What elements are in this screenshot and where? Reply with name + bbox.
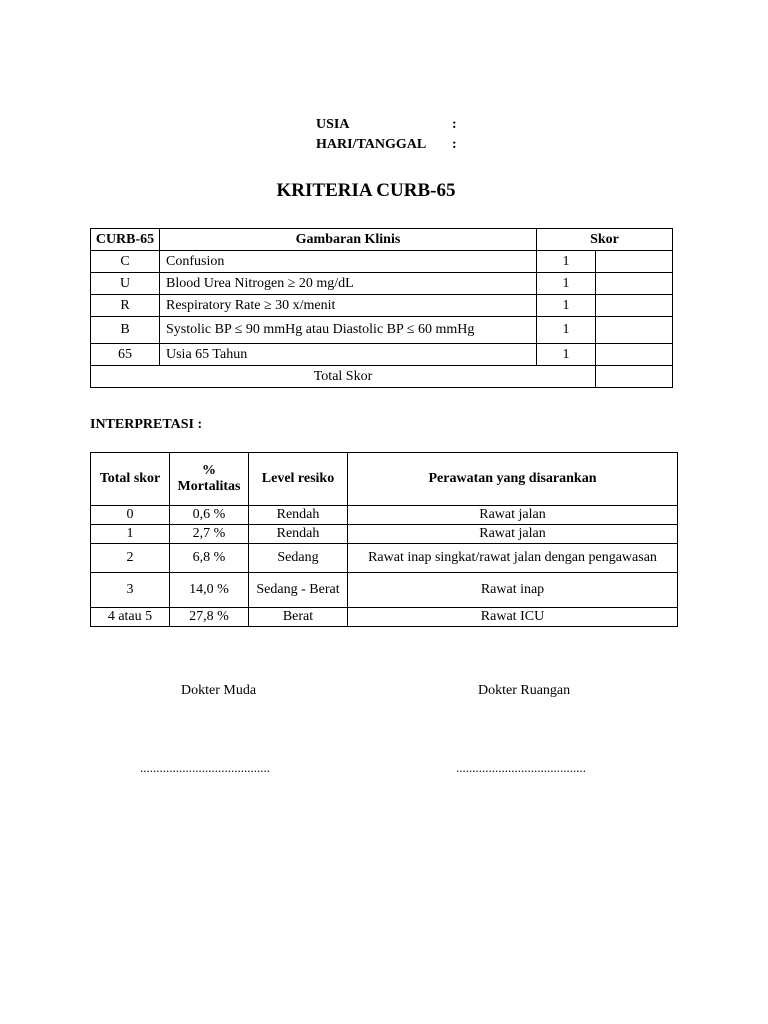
level-cell: Sedang xyxy=(249,544,348,573)
tanggal-label: HARI/TANGGAL xyxy=(316,137,427,152)
level-cell: Sedang - Berat xyxy=(249,573,348,608)
dokter-ruangan-label: Dokter Ruangan xyxy=(478,683,571,698)
table-row xyxy=(91,608,678,627)
skor-cell: 4 atau 5 xyxy=(91,608,170,627)
dokter-muda-signature-line[interactable]: ........................................ xyxy=(140,760,270,775)
interpretation-table xyxy=(90,452,678,627)
perawatan-cell: Rawat inap xyxy=(348,573,678,608)
mortalitas-cell: 2,7 % xyxy=(170,525,249,544)
interpretasi-heading: INTERPRETASI : xyxy=(90,417,203,432)
skor-cell: 1 xyxy=(91,525,170,544)
level-cell: Berat xyxy=(249,608,348,627)
header-curb65: CURB-65 xyxy=(91,229,160,251)
criterion-score: 1 xyxy=(537,344,596,366)
criterion-description: Respiratory Rate ≥ 30 x/menit xyxy=(160,295,537,317)
header-perawatan: Perawatan yang disarankan xyxy=(348,453,678,506)
score-entry-cell[interactable] xyxy=(596,295,673,317)
criterion-score: 1 xyxy=(537,295,596,317)
criterion-score: 1 xyxy=(537,273,596,295)
document-title: KRITERIA CURB-65 xyxy=(276,180,456,201)
table-row xyxy=(91,525,678,544)
total-skor-entry-cell[interactable] xyxy=(596,366,673,388)
header-total-skor: Total skor xyxy=(91,453,170,506)
header-skor: Skor xyxy=(537,229,673,251)
skor-cell: 2 xyxy=(91,544,170,573)
table-row xyxy=(91,344,673,366)
criterion-code: R xyxy=(91,295,160,317)
perawatan-cell: Rawat ICU xyxy=(348,608,678,627)
level-cell: Rendah xyxy=(249,506,348,525)
header-mortalitas: % Mortalitas xyxy=(170,453,249,506)
criterion-score: 1 xyxy=(537,251,596,273)
perawatan-cell: Rawat jalan xyxy=(348,506,678,525)
total-skor-label: Total Skor xyxy=(91,366,596,388)
curb65-table xyxy=(90,228,673,388)
table-row xyxy=(91,573,678,608)
tanggal-colon: : xyxy=(452,137,457,152)
table-row xyxy=(91,273,673,295)
criterion-code: 65 xyxy=(91,344,160,366)
mortalitas-cell: 6,8 % xyxy=(170,544,249,573)
usia-label: USIA xyxy=(316,117,350,132)
score-entry-cell[interactable] xyxy=(596,317,673,344)
table-row xyxy=(91,506,678,525)
dokter-muda-label: Dokter Muda xyxy=(181,683,257,698)
perawatan-cell: Rawat jalan xyxy=(348,525,678,544)
criterion-score: 1 xyxy=(537,317,596,344)
criterion-description: Systolic BP ≤ 90 mmHg atau Diastolic BP ≤ 60 mmHg xyxy=(160,317,537,344)
header-level-resiko: Level resiko xyxy=(249,453,348,506)
skor-cell: 0 xyxy=(91,506,170,525)
criterion-code: B xyxy=(91,317,160,344)
patient-header xyxy=(316,115,457,155)
skor-cell: 3 xyxy=(91,573,170,608)
header-gambaran-klinis: Gambaran Klinis xyxy=(160,229,537,251)
table-row xyxy=(91,544,678,573)
criterion-description: Confusion xyxy=(160,251,537,273)
curb65-header-row xyxy=(91,229,673,251)
level-cell: Rendah xyxy=(249,525,348,544)
total-row xyxy=(91,366,673,388)
usia-colon: : xyxy=(452,117,457,132)
table-row xyxy=(91,317,673,344)
usia-row xyxy=(316,115,457,135)
table-row xyxy=(91,295,673,317)
criterion-code: C xyxy=(91,251,160,273)
score-entry-cell[interactable] xyxy=(596,251,673,273)
criterion-description: Blood Urea Nitrogen ≥ 20 mg/dL xyxy=(160,273,537,295)
mortalitas-cell: 0,6 % xyxy=(170,506,249,525)
interpretation-header-row xyxy=(91,453,678,506)
score-entry-cell[interactable] xyxy=(596,273,673,295)
criterion-code: U xyxy=(91,273,160,295)
mortalitas-cell: 14,0 % xyxy=(170,573,249,608)
mortalitas-cell: 27,8 % xyxy=(170,608,249,627)
tanggal-row xyxy=(316,135,457,155)
table-row xyxy=(91,251,673,273)
dokter-ruangan-signature-line[interactable]: ........................................ xyxy=(456,760,586,775)
criterion-description: Usia 65 Tahun xyxy=(160,344,537,366)
perawatan-cell: Rawat inap singkat/rawat jalan dengan pengawasan xyxy=(348,544,678,573)
score-entry-cell[interactable] xyxy=(596,344,673,366)
